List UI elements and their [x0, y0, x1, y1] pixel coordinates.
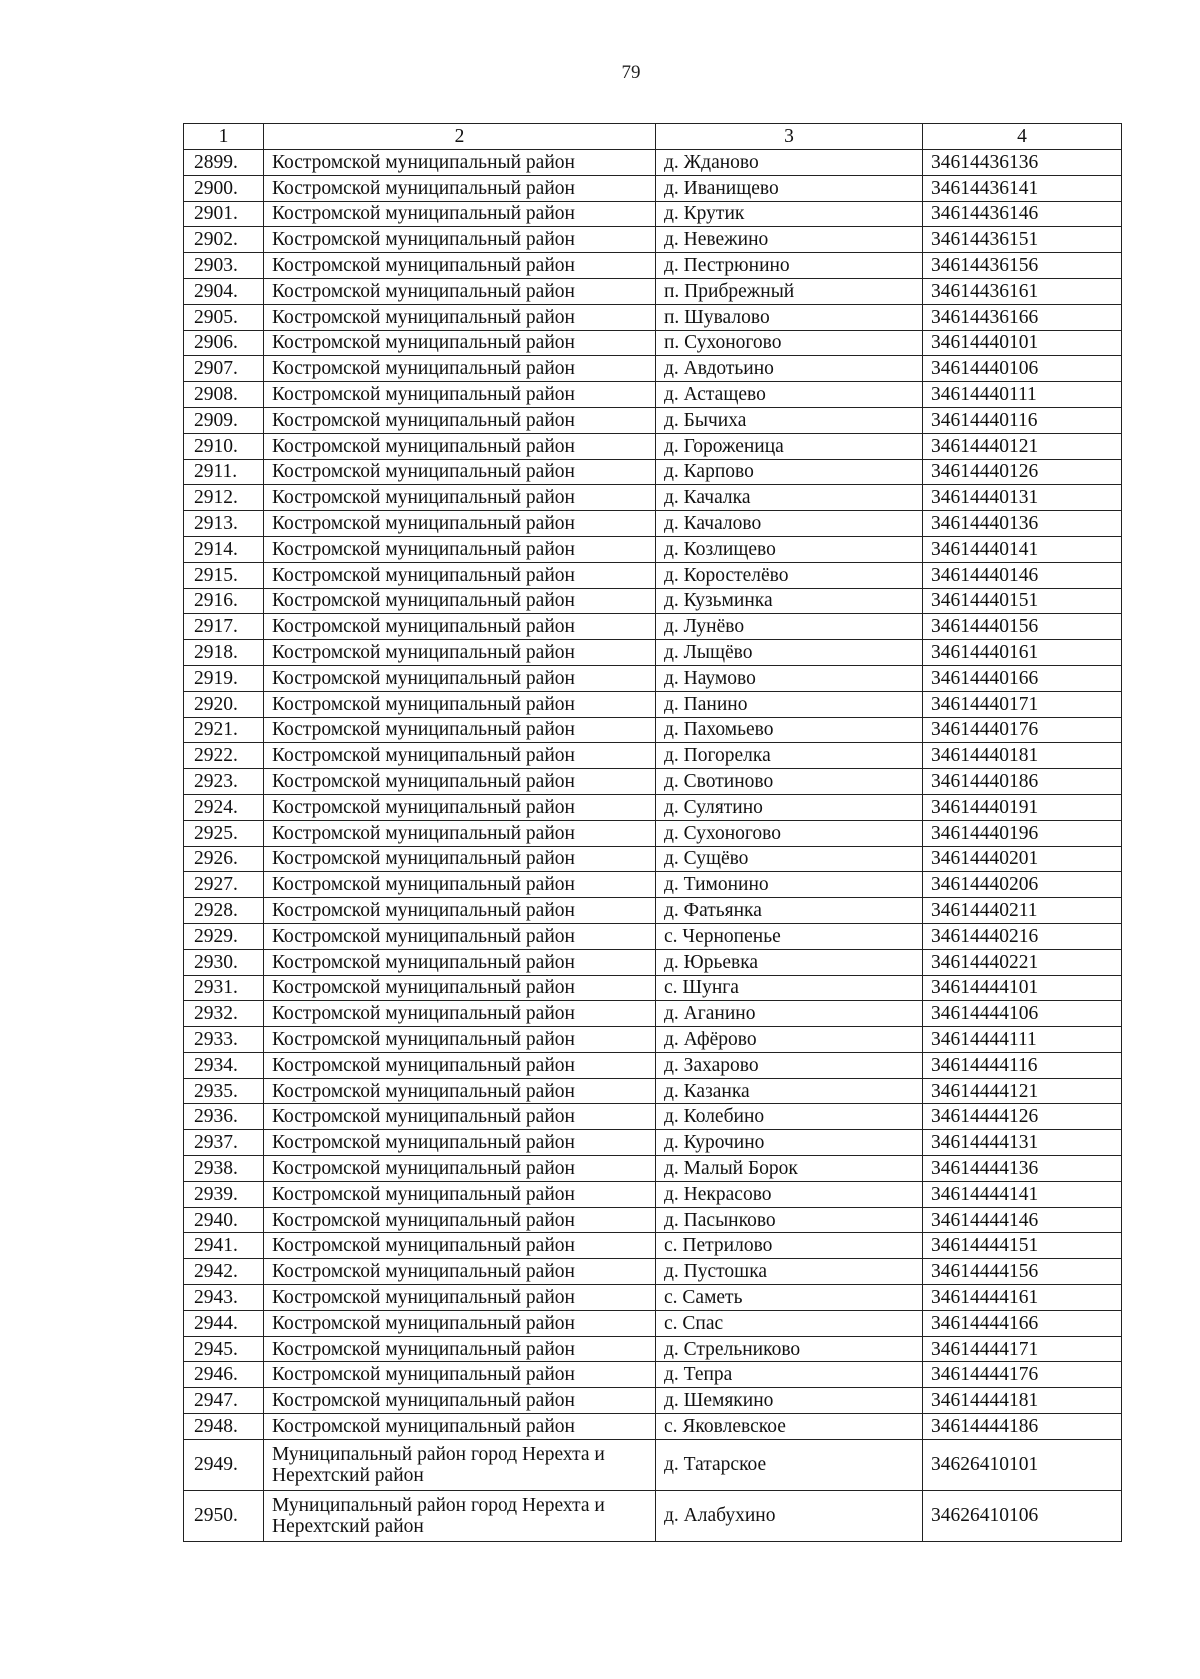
district-name: Костромской муниципальный район [264, 201, 656, 227]
oktmo-code: 34614440216 [923, 923, 1122, 949]
settlement-name: с. Спас [656, 1310, 923, 1336]
settlement-name: д. Бычиха [656, 407, 923, 433]
row-number: 2902. [184, 227, 264, 253]
oktmo-code: 34614440211 [923, 898, 1122, 924]
table-row [184, 278, 1122, 304]
settlement-name: д. Кузьминка [656, 588, 923, 614]
district-name: Костромской муниципальный район [264, 1362, 656, 1388]
row-number: 2925. [184, 820, 264, 846]
table-row [184, 1078, 1122, 1104]
district-name: Костромской муниципальный район [264, 536, 656, 562]
table-row [184, 1310, 1122, 1336]
row-number: 2932. [184, 1001, 264, 1027]
row-number: 2903. [184, 253, 264, 279]
row-number: 2931. [184, 975, 264, 1001]
row-number: 2908. [184, 382, 264, 408]
table-row [184, 1233, 1122, 1259]
district-name: Костромской муниципальный район [264, 717, 656, 743]
oktmo-code: 34614436146 [923, 201, 1122, 227]
oktmo-code: 34614440186 [923, 769, 1122, 795]
oktmo-code: 34614440206 [923, 872, 1122, 898]
oktmo-code: 34614444126 [923, 1104, 1122, 1130]
district-name: Костромской муниципальный район [264, 382, 656, 408]
district-name: Костромской муниципальный район [264, 640, 656, 666]
table-row [184, 382, 1122, 408]
table-header [184, 124, 1122, 150]
row-number: 2933. [184, 1027, 264, 1053]
settlement-name: д. Авдотьино [656, 356, 923, 382]
district-name: Костромской муниципальный район [264, 1001, 656, 1027]
district-name: Костромской муниципальный район [264, 743, 656, 769]
settlement-name: д. Некрасово [656, 1181, 923, 1207]
table-row [184, 794, 1122, 820]
table-body [184, 150, 1122, 1542]
oktmo-code: 34614440116 [923, 407, 1122, 433]
oktmo-code: 34614440156 [923, 614, 1122, 640]
table-row [184, 640, 1122, 666]
row-number: 2937. [184, 1130, 264, 1156]
table-row [184, 1414, 1122, 1440]
table-row [184, 433, 1122, 459]
district-name: Костромской муниципальный район [264, 562, 656, 588]
settlement-name: д. Лунёво [656, 614, 923, 640]
row-number: 2946. [184, 1362, 264, 1388]
settlement-name: с. Чернопенье [656, 923, 923, 949]
row-number: 2941. [184, 1233, 264, 1259]
oktmo-code: 34614436161 [923, 278, 1122, 304]
district-name: Костромской муниципальный район [264, 1233, 656, 1259]
table-row [184, 820, 1122, 846]
settlement-name: д. Стрельниково [656, 1336, 923, 1362]
row-number: 2922. [184, 743, 264, 769]
oktmo-code: 34614440166 [923, 665, 1122, 691]
district-name: Костромской муниципальный район [264, 872, 656, 898]
settlement-name: д. Качалово [656, 511, 923, 537]
row-number: 2921. [184, 717, 264, 743]
row-number: 2945. [184, 1336, 264, 1362]
settlement-name: д. Тепра [656, 1362, 923, 1388]
oktmo-code: 34614440126 [923, 459, 1122, 485]
district-name: Костромской муниципальный район [264, 278, 656, 304]
settlement-name: д. Татарское [656, 1439, 923, 1490]
oktmo-code: 34614436136 [923, 150, 1122, 176]
table-row [184, 1156, 1122, 1182]
district-name: Костромской муниципальный район [264, 1388, 656, 1414]
district-name: Костромской муниципальный район [264, 407, 656, 433]
oktmo-code: 34614444176 [923, 1362, 1122, 1388]
district-name: Костромской муниципальный район [264, 898, 656, 924]
table-row [184, 1362, 1122, 1388]
table-row [184, 175, 1122, 201]
row-number: 2919. [184, 665, 264, 691]
table-row [184, 1259, 1122, 1285]
settlement-name: д. Захарово [656, 1052, 923, 1078]
settlement-name: д. Пустошка [656, 1259, 923, 1285]
settlement-name: д. Астащево [656, 382, 923, 408]
district-name: Костромской муниципальный район [264, 975, 656, 1001]
district-name: Костромской муниципальный район [264, 485, 656, 511]
oktmo-code: 34614436151 [923, 227, 1122, 253]
settlement-name: д. Сущёво [656, 846, 923, 872]
oktmo-code: 34614444181 [923, 1388, 1122, 1414]
row-number: 2904. [184, 278, 264, 304]
settlement-name: д. Панино [656, 691, 923, 717]
row-number: 2905. [184, 304, 264, 330]
table-row [184, 872, 1122, 898]
district-name: Костромской муниципальный район [264, 614, 656, 640]
settlement-name: д. Крутик [656, 201, 923, 227]
row-number: 2907. [184, 356, 264, 382]
table-row [184, 227, 1122, 253]
oktmo-code: 34614444146 [923, 1207, 1122, 1233]
table-row [184, 769, 1122, 795]
column-header-4: 4 [923, 124, 1122, 150]
table-row [184, 1285, 1122, 1311]
table-row [184, 511, 1122, 537]
settlement-name: д. Малый Борок [656, 1156, 923, 1182]
row-number: 2948. [184, 1414, 264, 1440]
table-row [184, 201, 1122, 227]
table-row [184, 253, 1122, 279]
table-row [184, 717, 1122, 743]
row-number: 2909. [184, 407, 264, 433]
oktmo-code: 34614444166 [923, 1310, 1122, 1336]
table-row [184, 1439, 1122, 1490]
row-number: 2935. [184, 1078, 264, 1104]
settlement-name: д. Казанка [656, 1078, 923, 1104]
table-row [184, 743, 1122, 769]
district-name: Костромской муниципальный район [264, 1052, 656, 1078]
settlement-name: с. Саметь [656, 1285, 923, 1311]
table-row [184, 614, 1122, 640]
table-row [184, 1052, 1122, 1078]
district-name: Костромской муниципальный район [264, 1130, 656, 1156]
table-row [184, 898, 1122, 924]
district-name: Костромской муниципальный район [264, 511, 656, 537]
district-name: Костромской муниципальный район [264, 304, 656, 330]
column-header-3: 3 [656, 124, 923, 150]
oktmo-code: 34614444161 [923, 1285, 1122, 1311]
oktmo-code: 34614440101 [923, 330, 1122, 356]
table-row [184, 562, 1122, 588]
district-name: Костромской муниципальный район [264, 588, 656, 614]
oktmo-code: 34614436141 [923, 175, 1122, 201]
oktmo-code: 34614444171 [923, 1336, 1122, 1362]
oktmo-code: 34626410106 [923, 1490, 1122, 1541]
settlement-name: п. Прибрежный [656, 278, 923, 304]
settlement-name: с. Петрилово [656, 1233, 923, 1259]
row-number: 2920. [184, 691, 264, 717]
oktmo-code: 34614440146 [923, 562, 1122, 588]
table-row [184, 407, 1122, 433]
table-row [184, 975, 1122, 1001]
oktmo-code: 34614436166 [923, 304, 1122, 330]
district-name: Костромской муниципальный район [264, 794, 656, 820]
row-number: 2913. [184, 511, 264, 537]
settlement-name: с. Шунга [656, 975, 923, 1001]
oktmo-code: 34614440121 [923, 433, 1122, 459]
district-name: Костромской муниципальный район [264, 1156, 656, 1182]
district-name: Костромской муниципальный район [264, 1181, 656, 1207]
column-header-2: 2 [264, 124, 656, 150]
row-number: 2934. [184, 1052, 264, 1078]
row-number: 2924. [184, 794, 264, 820]
row-number: 2928. [184, 898, 264, 924]
table-row [184, 459, 1122, 485]
settlement-name: д. Коростелёво [656, 562, 923, 588]
row-number: 2944. [184, 1310, 264, 1336]
settlement-name: д. Тимонино [656, 872, 923, 898]
oktmo-code: 34614440181 [923, 743, 1122, 769]
row-number: 2914. [184, 536, 264, 562]
district-name: Костромской муниципальный район [264, 433, 656, 459]
settlement-name: д. Шемякино [656, 1388, 923, 1414]
oktmo-code: 34614440201 [923, 846, 1122, 872]
settlement-name: д. Фатьянка [656, 898, 923, 924]
oktmo-code: 34614440136 [923, 511, 1122, 537]
row-number: 2943. [184, 1285, 264, 1311]
row-number: 2899. [184, 150, 264, 176]
row-number: 2918. [184, 640, 264, 666]
row-number: 2947. [184, 1388, 264, 1414]
settlement-name: д. Карпово [656, 459, 923, 485]
oktmo-code: 34614440191 [923, 794, 1122, 820]
settlement-name: д. Невежино [656, 227, 923, 253]
district-name: Муниципальный район город Нерехта и Нерехтский район [264, 1439, 656, 1490]
row-number: 2916. [184, 588, 264, 614]
district-name: Костромской муниципальный район [264, 459, 656, 485]
settlement-name: д. Погорелка [656, 743, 923, 769]
oktmo-code: 34614444156 [923, 1259, 1122, 1285]
district-name: Костромской муниципальный район [264, 150, 656, 176]
settlement-name: п. Шувалово [656, 304, 923, 330]
settlement-name: д. Колебино [656, 1104, 923, 1130]
row-number: 2950. [184, 1490, 264, 1541]
table-row [184, 1336, 1122, 1362]
settlement-name: д. Юрьевка [656, 949, 923, 975]
oktmo-code: 34614444141 [923, 1181, 1122, 1207]
table-row [184, 588, 1122, 614]
district-name: Костромской муниципальный район [264, 1259, 656, 1285]
district-name: Костромской муниципальный район [264, 1285, 656, 1311]
table-row [184, 304, 1122, 330]
district-name: Костромской муниципальный район [264, 1310, 656, 1336]
row-number: 2923. [184, 769, 264, 795]
table-row [184, 1027, 1122, 1053]
oktmo-code: 34614440161 [923, 640, 1122, 666]
table-row [184, 1130, 1122, 1156]
table-row [184, 1388, 1122, 1414]
district-name: Костромской муниципальный район [264, 691, 656, 717]
row-number: 2901. [184, 201, 264, 227]
oktmo-code: 34614440176 [923, 717, 1122, 743]
settlement-name: д. Жданово [656, 150, 923, 176]
settlement-name: д. Лыщёво [656, 640, 923, 666]
settlement-name: д. Сухоногово [656, 820, 923, 846]
oktmo-code: 34614444101 [923, 975, 1122, 1001]
table-row [184, 1001, 1122, 1027]
oktmo-code: 34614440221 [923, 949, 1122, 975]
district-name: Костромской муниципальный район [264, 1027, 656, 1053]
column-header-1: 1 [184, 124, 264, 150]
row-number: 2940. [184, 1207, 264, 1233]
oktmo-code: 34614444111 [923, 1027, 1122, 1053]
oktmo-code: 34614444131 [923, 1130, 1122, 1156]
oktmo-code: 34614440106 [923, 356, 1122, 382]
table-row [184, 536, 1122, 562]
row-number: 2915. [184, 562, 264, 588]
row-number: 2900. [184, 175, 264, 201]
row-number: 2930. [184, 949, 264, 975]
settlement-name: д. Качалка [656, 485, 923, 511]
oktmo-code: 34614440111 [923, 382, 1122, 408]
table-row [184, 691, 1122, 717]
page-number: 79 [621, 62, 641, 83]
oktmo-code: 34614444136 [923, 1156, 1122, 1182]
settlement-name: д. Курочино [656, 1130, 923, 1156]
row-number: 2949. [184, 1439, 264, 1490]
row-number: 2927. [184, 872, 264, 898]
district-name: Костромской муниципальный район [264, 665, 656, 691]
oktmo-code: 34614444116 [923, 1052, 1122, 1078]
settlement-name: д. Аганино [656, 1001, 923, 1027]
district-name: Костромской муниципальный район [264, 1207, 656, 1233]
district-name: Костромской муниципальный район [264, 227, 656, 253]
oktmo-code: 34614440171 [923, 691, 1122, 717]
district-name: Костромской муниципальный район [264, 175, 656, 201]
table-header-row [184, 124, 1122, 150]
settlement-name: д. Иванищево [656, 175, 923, 201]
district-name: Костромской муниципальный район [264, 1414, 656, 1440]
settlement-name: д. Козлищево [656, 536, 923, 562]
settlements-table [183, 123, 1122, 1542]
table-row [184, 150, 1122, 176]
row-number: 2939. [184, 1181, 264, 1207]
district-name: Костромской муниципальный район [264, 253, 656, 279]
row-number: 2938. [184, 1156, 264, 1182]
district-name: Костромской муниципальный район [264, 356, 656, 382]
settlement-name: д. Наумово [656, 665, 923, 691]
settlement-name: д. Свотиново [656, 769, 923, 795]
district-name: Костромской муниципальный район [264, 769, 656, 795]
table-row [184, 330, 1122, 356]
table-row [184, 949, 1122, 975]
table-row [184, 1490, 1122, 1541]
row-number: 2929. [184, 923, 264, 949]
table-row [184, 923, 1122, 949]
oktmo-code: 34614444121 [923, 1078, 1122, 1104]
district-name: Костромской муниципальный район [264, 949, 656, 975]
district-name: Муниципальный район город Нерехта и Нерехтский район [264, 1490, 656, 1541]
row-number: 2910. [184, 433, 264, 459]
row-number: 2917. [184, 614, 264, 640]
settlement-name: д. Афёрово [656, 1027, 923, 1053]
district-name: Костромской муниципальный район [264, 1104, 656, 1130]
district-name: Костромской муниципальный район [264, 330, 656, 356]
table-row [184, 665, 1122, 691]
table-row [184, 1207, 1122, 1233]
row-number: 2926. [184, 846, 264, 872]
district-name: Костромской муниципальный район [264, 1336, 656, 1362]
table-row [184, 846, 1122, 872]
oktmo-code: 34614440196 [923, 820, 1122, 846]
oktmo-code: 34614444151 [923, 1233, 1122, 1259]
district-name: Костромской муниципальный район [264, 1078, 656, 1104]
row-number: 2936. [184, 1104, 264, 1130]
oktmo-code: 34614436156 [923, 253, 1122, 279]
settlement-name: д. Гороженица [656, 433, 923, 459]
district-name: Костромской муниципальный район [264, 820, 656, 846]
oktmo-code: 34614440131 [923, 485, 1122, 511]
oktmo-code: 34626410101 [923, 1439, 1122, 1490]
settlement-name: д. Алабухино [656, 1490, 923, 1541]
table-row [184, 356, 1122, 382]
oktmo-code: 34614444106 [923, 1001, 1122, 1027]
row-number: 2912. [184, 485, 264, 511]
table-row [184, 1181, 1122, 1207]
district-name: Костромской муниципальный район [264, 923, 656, 949]
row-number: 2911. [184, 459, 264, 485]
table-row [184, 1104, 1122, 1130]
settlement-name: с. Яковлевское [656, 1414, 923, 1440]
oktmo-code: 34614444186 [923, 1414, 1122, 1440]
oktmo-code: 34614440151 [923, 588, 1122, 614]
settlement-name: д. Пасынково [656, 1207, 923, 1233]
settlement-name: п. Сухоногово [656, 330, 923, 356]
table-row [184, 485, 1122, 511]
row-number: 2942. [184, 1259, 264, 1285]
settlement-name: д. Пахомьево [656, 717, 923, 743]
row-number: 2906. [184, 330, 264, 356]
settlement-name: д. Пестрюнино [656, 253, 923, 279]
settlement-name: д. Сулятино [656, 794, 923, 820]
district-name: Костромской муниципальный район [264, 846, 656, 872]
oktmo-code: 34614440141 [923, 536, 1122, 562]
